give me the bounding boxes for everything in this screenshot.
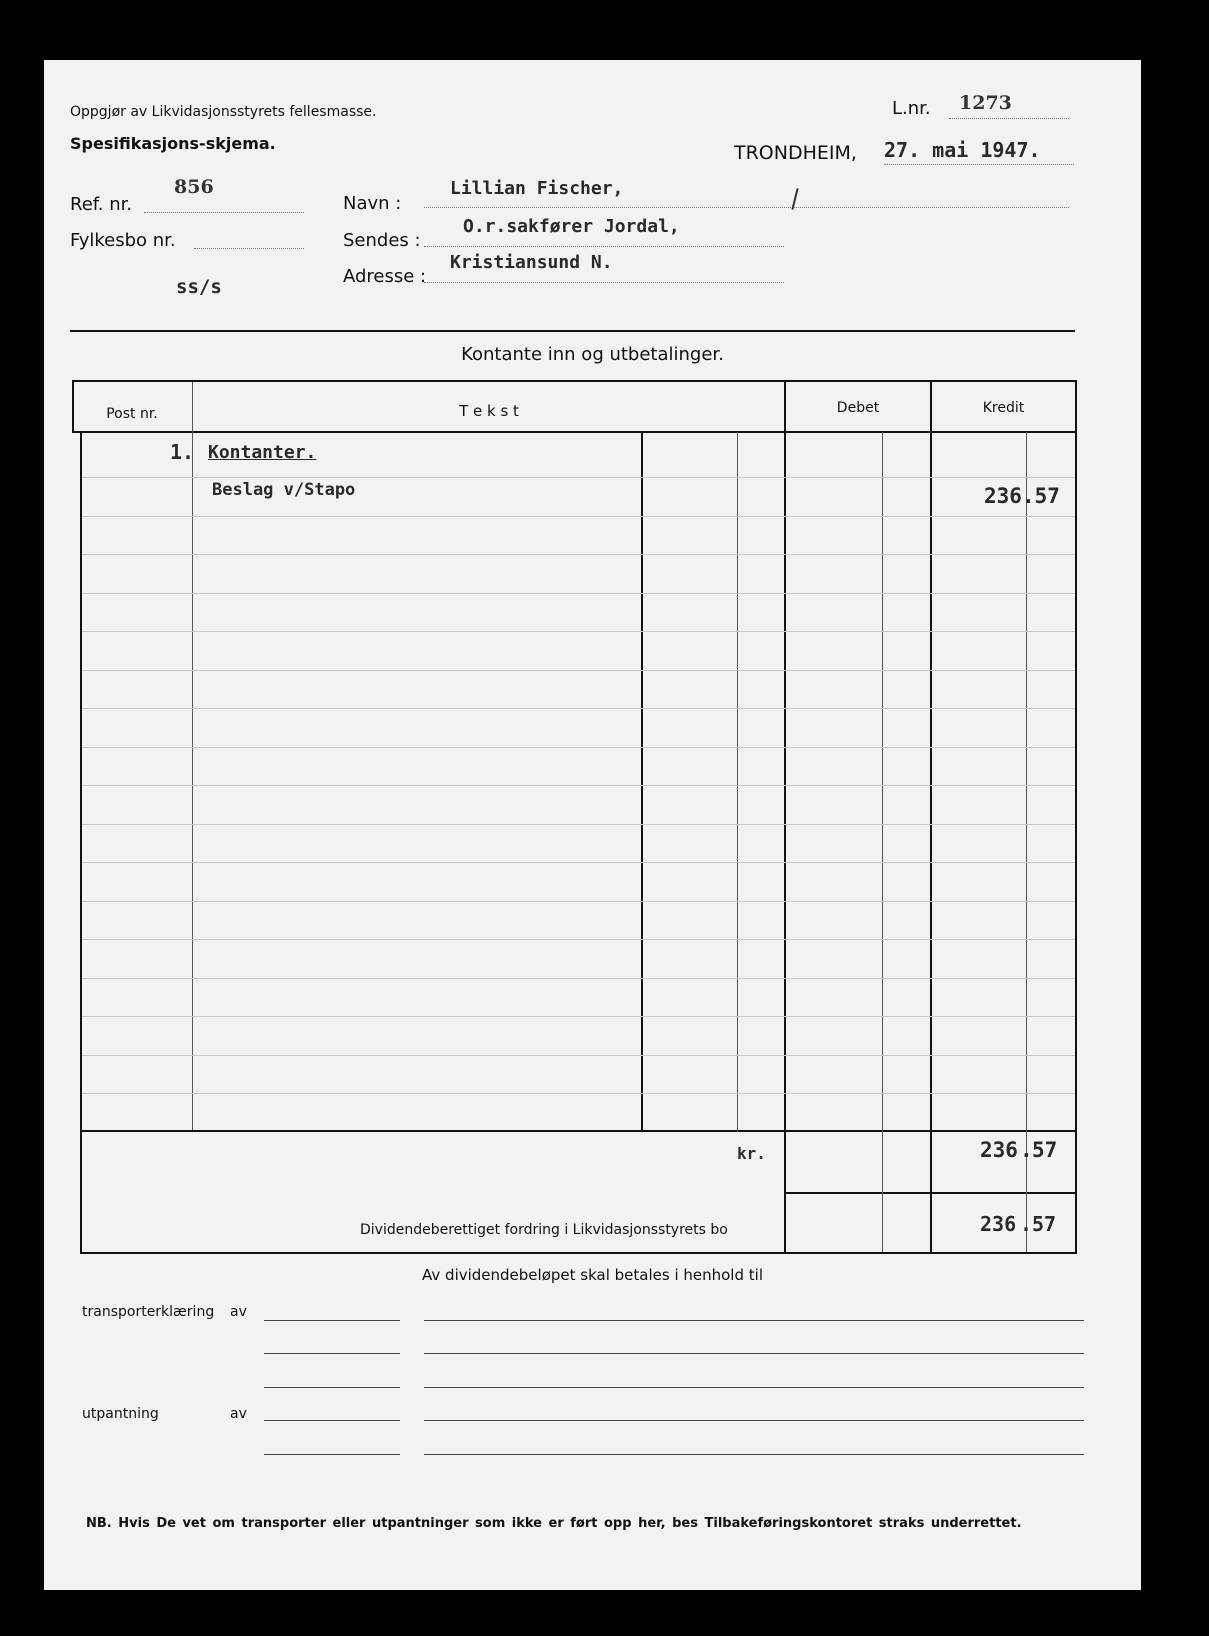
adresse-label: Adresse : [343,266,427,287]
fill-line [264,1454,400,1455]
footer-note: NB. Hvis De vet om transporter eller utpantninger som ikke er ført opp her, bes Tilbakeføringskontoret straks underrettet. [86,1516,1022,1531]
fill-line [264,1320,400,1321]
fill-line [264,1353,400,1354]
fill-line [264,1420,400,1421]
ruled-line [82,824,1075,825]
fill-line [424,1320,1084,1321]
fylkesbo-label: Fylkesbo nr. [70,230,176,251]
row-1-tekst: Kontanter. [208,442,317,463]
fill-line [424,1420,1084,1421]
ruled-line [82,978,1075,979]
fill-line [424,1353,1084,1354]
ruled-line [82,1093,1075,1094]
sendes-label: Sendes : [343,230,421,251]
utpant-label: utpantning [82,1406,159,1422]
adresse-dotline [424,282,784,283]
lnr-dotline [949,118,1069,119]
total-label: kr. [737,1144,766,1163]
ruled-line [82,477,1075,478]
form-heading-line1: Oppgjør av Likvidasjonsstyrets fellesmasse. [70,104,377,120]
total-kredit-ore: 57 [1032,1138,1058,1162]
lnr-label: L.nr. [892,98,931,119]
col-header-post: Post nr. [106,406,158,422]
ruled-line [82,670,1075,671]
row-2-kredit-kr: 236 [984,484,1022,508]
ruled-line [82,939,1075,940]
col-divider-text-a [641,432,643,1132]
city-label: TRONDHEIM, [734,142,857,164]
footer-intro: Av dividendebeløpet skal betales i henhold til [422,1266,763,1284]
dividend-label: Dividendeberettiget fordring i Likvidasjonsstyrets bo [360,1222,728,1238]
ruled-line [82,862,1075,863]
adresse-value: Kristiansund N. [450,252,613,273]
date-dotline [884,164,1074,165]
ruled-line [82,708,1075,709]
col-header-debet: Debet [836,400,880,416]
ruled-line [82,1016,1075,1017]
section-rule-top [70,330,1075,332]
table-header-rule [72,431,1077,433]
col-divider-post [192,382,193,1130]
ruled-line [82,785,1075,786]
ruled-line [82,593,1075,594]
sendes-dotline [424,246,784,247]
total-kredit-kr: 236 [980,1138,1018,1162]
ref-dotline [144,212,304,213]
table-border-right [1075,380,1077,1254]
row-1-post: 1. [170,440,195,464]
table-border-bottom [80,1252,1077,1254]
table-border-left [80,432,82,1252]
utpant-av: av [230,1406,247,1422]
col-divider-text-b [737,432,738,1132]
dividend-kredit-ore: 57 [1032,1212,1057,1236]
form-heading-line2: Spesifikasjons-skjema. [70,134,276,153]
form-page [44,60,1141,1590]
ruled-line [82,747,1075,748]
total-kredit-dot: . [1020,1138,1033,1162]
table-body-rule [80,1130,1077,1132]
ruled-line [82,1055,1075,1056]
navn-value: Lillian Fischer, [450,178,624,199]
lnr-value: 1273 [959,92,1012,114]
dividend-kredit-kr: 236 [980,1212,1017,1236]
col-divider-kredit [930,380,932,1254]
fill-line [424,1387,1084,1388]
ruled-line [82,554,1075,555]
col-header-kredit: Kredit [982,400,1025,416]
transport-av: av [230,1304,247,1320]
fylkesbo-dotline [194,248,304,249]
navn-label: Navn : [343,193,402,214]
col-header-tekst: T e k s t [459,402,519,420]
row-2-kredit-ore: .57 [1022,484,1060,508]
code-value: ss/s [176,276,222,298]
fill-line [424,1454,1084,1455]
row-2-tekst: Beslag v/Stapo [212,480,356,500]
table-border-top [72,380,1077,382]
transport-label: transporterklæring [82,1304,215,1320]
fill-line [264,1387,400,1388]
col-divider-kredit-ore [1026,432,1027,1252]
navn-dotline [424,207,1069,208]
dividend-kredit-dot: . [1020,1212,1033,1236]
col-divider-debet [784,380,786,1254]
date-value: 27. mai 1947. [884,138,1041,162]
ruled-line [82,901,1075,902]
ruled-line [82,631,1075,632]
table-title: Kontante inn og utbetalinger. [461,344,724,365]
ruled-line [82,516,1075,517]
ref-value: 856 [174,176,214,198]
sendes-value: O.r.sakfører Jordal, [463,216,680,237]
ref-label: Ref. nr. [70,194,133,215]
col-divider-debet-ore [882,432,883,1252]
